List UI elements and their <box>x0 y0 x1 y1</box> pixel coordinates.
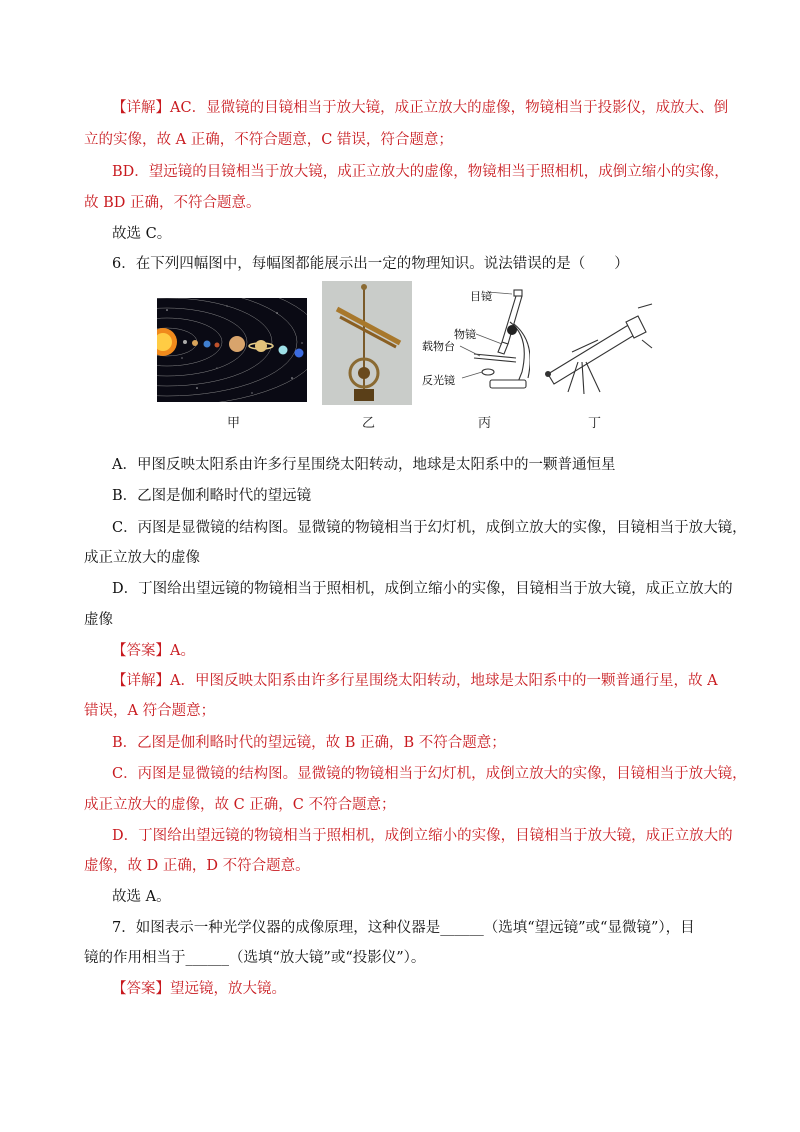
detail-line: 故 BD 正确，不符合题意。 <box>84 195 261 211</box>
detail-line: 【详解】A．甲图反映太阳系由许多行星围绕太阳转动，地球是太阳系中的一颗普通行星，故 A <box>112 673 718 689</box>
detail-line: D．丁图给出望远镜的物镜相当于照相机，成倒立缩小的实像，目镜相当于放大镜，成正立放大的 <box>112 828 733 844</box>
label-mirror: 反光镜 <box>422 374 455 387</box>
detail-line: 【详解】AC．显微镜的目镜相当于放大镜，成正立放大的虚像，物镜相当于投影仪，成放大、倒 <box>112 100 729 116</box>
refracting-telescope-figure <box>538 300 654 400</box>
detail-line: BD．望远镜的目镜相当于放大镜，成正立放大的虚像，物镜相当于照相机，成倒立缩小的实像， <box>112 164 729 180</box>
label-objective: 物镜 <box>454 328 476 341</box>
option-a: A．甲图反映太阳系由许多行星围绕太阳转动，地球是太阳系中的一颗普通恒星 <box>112 457 616 473</box>
detail-line: 虚像，故 D 正确，D 不符合题意。 <box>84 858 310 874</box>
caption-bing: 丙 <box>478 416 492 431</box>
caption-yi: 乙 <box>362 416 376 431</box>
microscope-figure <box>418 282 530 402</box>
label-stage: 载物台 <box>422 340 455 353</box>
detail-line: 错误，A 符合题意； <box>84 703 216 719</box>
answer-tag: 【答案】 <box>112 981 170 997</box>
detail-line: C．丙图是显微镜的结构图。显微镜的物镜相当于幻灯机，成倒立放大的实像，目镜相当于放大镜， <box>112 766 747 782</box>
option-c: C．丙图是显微镜的结构图。显微镜的物镜相当于幻灯机，成倒立放大的实像，目镜相当于放大镜， <box>112 520 747 536</box>
detail-tag: 【详解】 <box>112 100 170 116</box>
caption-ding: 丁 <box>588 416 602 431</box>
question-6: 6．在下列四幅图中，每幅图都能展示出一定的物理知识。说法错误的是（ ） <box>112 256 629 272</box>
galileo-telescope-figure <box>322 281 412 405</box>
option-b: B．乙图是伽利略时代的望远镜 <box>112 488 312 504</box>
option-c-cont: 成正立放大的虚像 <box>84 550 200 566</box>
choice-line: 故选 C。 <box>112 226 172 242</box>
detail-line: 成正立放大的虚像，故 C 正确，C 不符合题意； <box>84 797 396 813</box>
answer-line: 【答案】望远镜，放大镜。 <box>112 981 286 997</box>
question-7: 7．如图表示一种光学仪器的成像原理，这种仪器是______（选填“望远镜”或“显微镜”），目 <box>112 920 695 936</box>
option-d: D．丁图给出望远镜的物镜相当于照相机，成倒立缩小的实像，目镜相当于放大镜，成正立放大的 <box>112 581 733 597</box>
choice-line: 故选 A。 <box>112 889 171 905</box>
detail-line: 立的实像，故 A 正确，不符合题意，C 错误，符合题意； <box>84 132 453 148</box>
caption-jia: 甲 <box>227 416 241 431</box>
label-eyepiece: 目镜 <box>470 290 492 303</box>
detail-line: B．乙图是伽利略时代的望远镜，故 B 正确，B 不符合题意； <box>112 735 506 751</box>
detail-tag: 【详解】 <box>112 673 170 689</box>
option-d-cont: 虚像 <box>84 612 113 628</box>
answer-tag: 【答案】 <box>112 643 170 659</box>
answer-line: 【答案】A。 <box>112 643 195 659</box>
solar-system-figure <box>157 298 307 402</box>
question-7-cont: 镜的作用相当于______（选填“放大镜”或“投影仪”）。 <box>84 950 426 966</box>
